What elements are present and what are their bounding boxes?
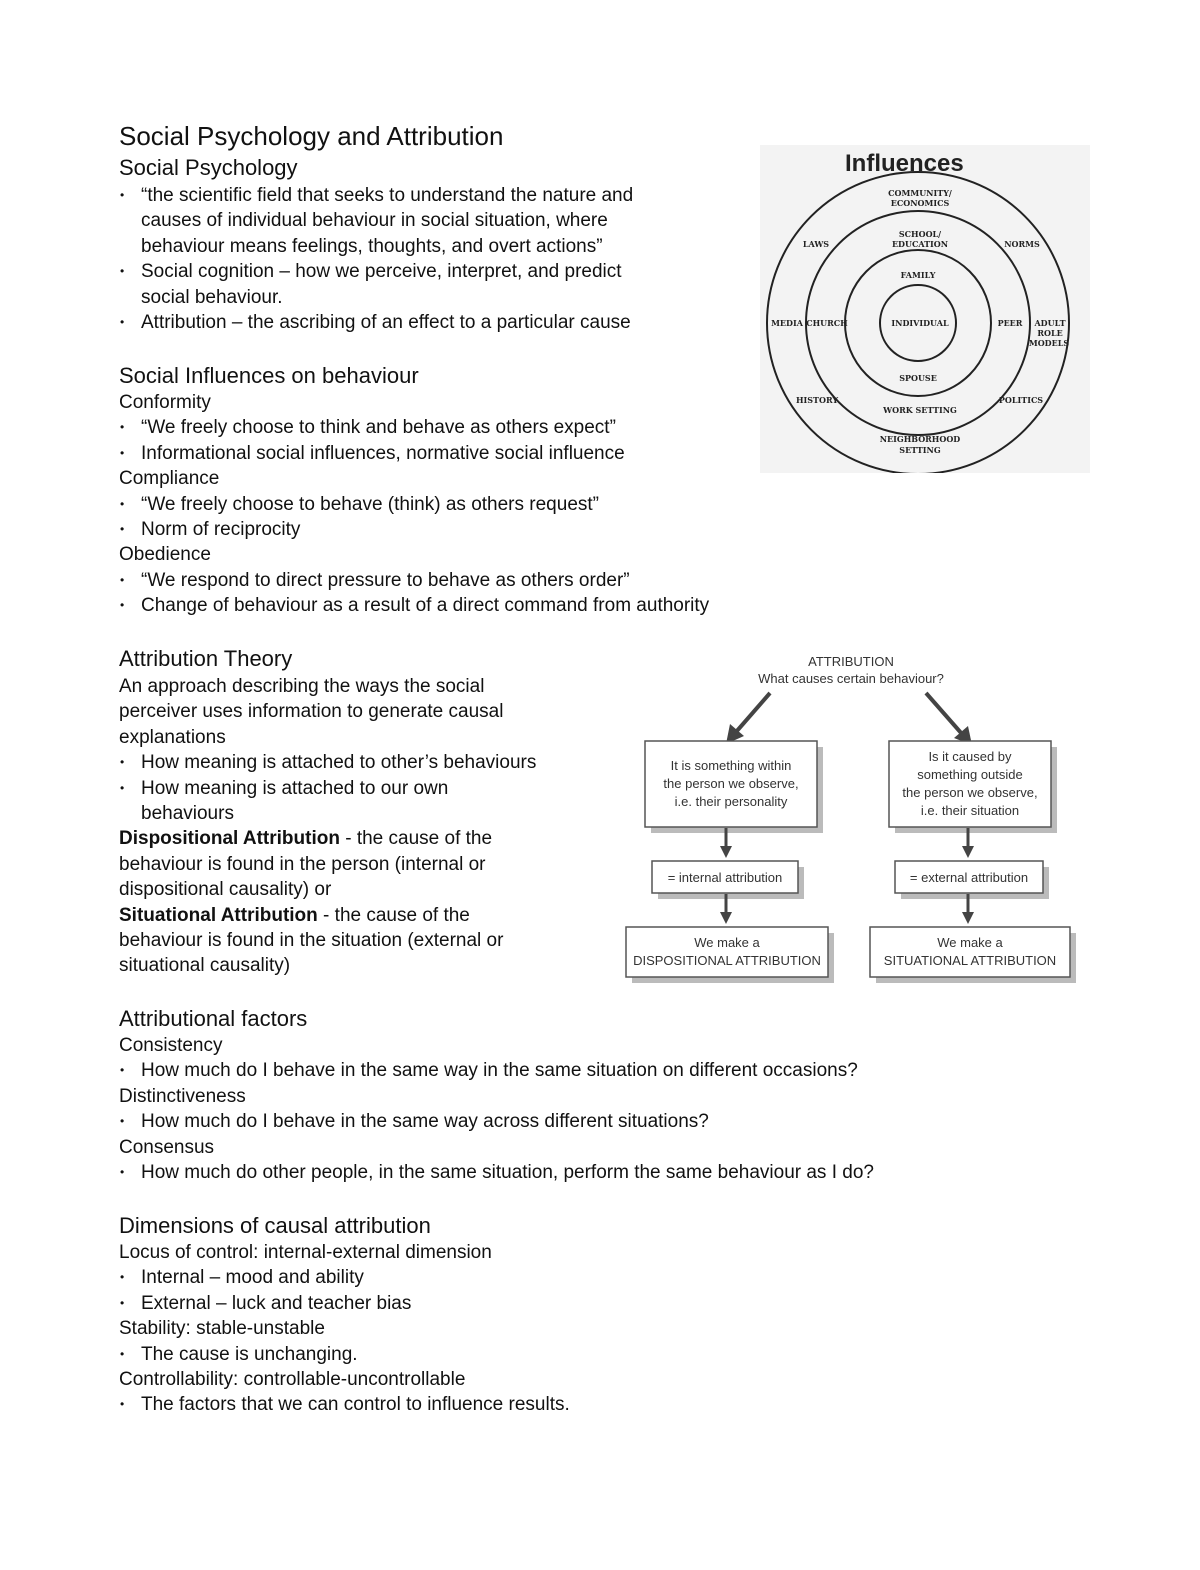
influences-diagram xyxy=(760,145,1090,473)
situational-term: Situational Attribution xyxy=(119,904,318,926)
svg-text:= external attribution: = external attribution xyxy=(909,870,1029,885)
label-norms: NORMS xyxy=(1004,239,1040,249)
arrow-down-left-1 xyxy=(720,846,732,858)
bullet-distinctiveness: • How much do I behave in the same way across different situations? xyxy=(119,1109,874,1134)
label-models: MODELS xyxy=(1028,338,1070,348)
social-psychology-list xyxy=(119,183,633,335)
arrow-down-right-2 xyxy=(962,912,974,924)
heading-dimensions: Dimensions of causal attribution xyxy=(119,1213,431,1238)
bullet-external: • External – luck and teacher bias xyxy=(119,1291,570,1316)
attribution-diagram xyxy=(622,648,1082,993)
heading-attributional-factors: Attributional factors xyxy=(119,1006,308,1031)
label-peer: PEER xyxy=(997,318,1023,328)
diagram-subtitle: What causes certain behaviour? xyxy=(758,671,944,686)
label-family: FAMILY xyxy=(900,270,936,280)
situational-definition: Situational Attribution - the cause of the xyxy=(119,904,470,926)
bullet-controllability: • The factors that we can control to influence results. xyxy=(119,1392,570,1417)
svg-text:something outside: something outside xyxy=(917,767,1023,782)
arrow-down-right-1 xyxy=(962,846,974,858)
bullet-social-cognition: • Social cognition – how we perceive, interpret, and predict social behaviour. xyxy=(119,259,633,310)
svg-text:the person we observe,: the person we observe, xyxy=(902,785,1038,800)
label-neighborhood: NEIGHBORHOOD xyxy=(879,434,961,444)
bullet-obedience-authority: • Change of behaviour as a result of a direct command from authority xyxy=(119,593,709,618)
heading-social-psychology: Social Psychology xyxy=(119,155,298,180)
bullet-others-behaviours: • How meaning is attached to other’s behaviours xyxy=(119,750,536,775)
arrow-left xyxy=(736,693,770,732)
dispositional-term: Dispositional Attribution xyxy=(119,828,340,850)
label-history: HISTORY xyxy=(795,395,839,405)
label-distinctiveness: Distinctiveness xyxy=(119,1085,246,1107)
diagram-title: ATTRIBUTION xyxy=(808,654,894,669)
bullet-attribution: • Attribution – the ascribing of an effect to a particular cause xyxy=(119,310,633,335)
label-adult: ADULT xyxy=(1034,318,1066,328)
svg-text:SITUATIONAL ATTRIBUTION: SITUATIONAL ATTRIBUTION xyxy=(883,953,1057,968)
label-conformity: Conformity xyxy=(119,392,211,413)
label-locus: Locus of control: internal-external dimension xyxy=(119,1242,492,1263)
label-politics: POLITICS xyxy=(998,395,1044,405)
label-work-setting: WORK SETTING xyxy=(883,405,957,415)
svg-text:= internal attribution: = internal attribution xyxy=(667,870,783,885)
bullet-stability: • The cause is unchanging. xyxy=(119,1342,570,1367)
arrow-right xyxy=(926,693,962,734)
arrow-down-left-2 xyxy=(720,912,732,924)
label-compliance: Compliance xyxy=(119,468,220,490)
heading-social-influences: Social Influences on behaviour xyxy=(119,363,419,388)
svg-text:Is it caused by: Is it caused by xyxy=(928,749,1012,764)
dimensions-list xyxy=(119,1240,570,1418)
label-stability: Stability: stable-unstable xyxy=(119,1318,325,1340)
label-media: MEDIA xyxy=(771,318,803,328)
page-title: Social Psychology and Attribution xyxy=(119,121,504,151)
svg-text:i.e. their situation: i.e. their situation xyxy=(920,803,1020,818)
bullet-informational: • Informational social influences, normative social influence xyxy=(119,441,709,466)
label-education: EDUCATION xyxy=(891,239,949,249)
bullet-compliance-quote: • “We freely choose to behave (think) as others request” xyxy=(119,492,709,517)
bullet-consensus: • How much do other people, in the same situation, perform the same behaviour as I do? xyxy=(119,1160,874,1185)
svg-text:i.e. their personality: i.e. their personality xyxy=(674,794,788,809)
label-role: ROLE xyxy=(1037,328,1063,338)
attributional-factors-list xyxy=(119,1033,874,1185)
bullet-definition: • “the scientific field that seeks to understand the nature and causes of individual behaviour in social situation, where behaviour means feelings, thoughts, and overt actions” xyxy=(119,183,633,259)
label-consensus: Consensus xyxy=(119,1136,215,1158)
label-community: COMMUNITY/ xyxy=(888,188,952,198)
label-controllability: Controllability: controllable-uncontrollable xyxy=(119,1369,466,1391)
bullet-reciprocity: • Norm of reciprocity xyxy=(119,517,709,542)
label-individual: INDIVIDUAL xyxy=(891,318,949,328)
label-consistency: Consistency xyxy=(119,1035,223,1056)
label-obedience: Obedience xyxy=(119,544,211,566)
bullet-conformity-quote: • “We freely choose to think and behave as others expect” xyxy=(119,415,709,440)
label-spouse: SPOUSE xyxy=(899,373,937,383)
bullet-internal: • Internal – mood and ability xyxy=(119,1265,570,1290)
bullet-consistency: • How much do I behave in the same way in the same situation on different occasions? xyxy=(119,1058,874,1083)
label-school: SCHOOL/ xyxy=(898,229,942,239)
heading-attribution-theory: Attribution Theory xyxy=(119,646,293,671)
label-church: CHURCH xyxy=(806,318,848,328)
svg-text:We make a: We make a xyxy=(937,935,1003,950)
svg-text:the person we observe,: the person we observe, xyxy=(663,776,799,791)
social-influences-list xyxy=(119,390,709,619)
label-economics: ECONOMICS xyxy=(890,198,950,208)
bullet-obedience-quote: • “We respond to direct pressure to behave as others order” xyxy=(119,568,709,593)
label-setting: SETTING xyxy=(899,445,941,455)
label-laws: LAWS xyxy=(802,239,830,249)
svg-text:It is something within: It is something within xyxy=(670,758,792,773)
svg-text:DISPOSITIONAL ATTRIBUTION: DISPOSITIONAL ATTRIBUTION xyxy=(633,953,821,968)
svg-text:We make a: We make a xyxy=(694,935,760,950)
dispositional-definition: Dispositional Attribution - the cause of the xyxy=(119,828,493,850)
bullet-own-behaviours: • How meaning is attached to our own behaviours xyxy=(119,776,536,827)
attribution-theory-text: An approach describing the ways the social perceiver uses information to generate causal explanations • How meaning is attached to other’s behaviours • How meaning is attached to our own behaviours Dispositional Attribution - the cause of the behaviour is found in the person (internal or dispositional causality) or Situational Attribution - the cause of the behaviour is found in the situation (external or situational causality) xyxy=(119,674,536,979)
influences-title: Influences xyxy=(845,150,964,177)
